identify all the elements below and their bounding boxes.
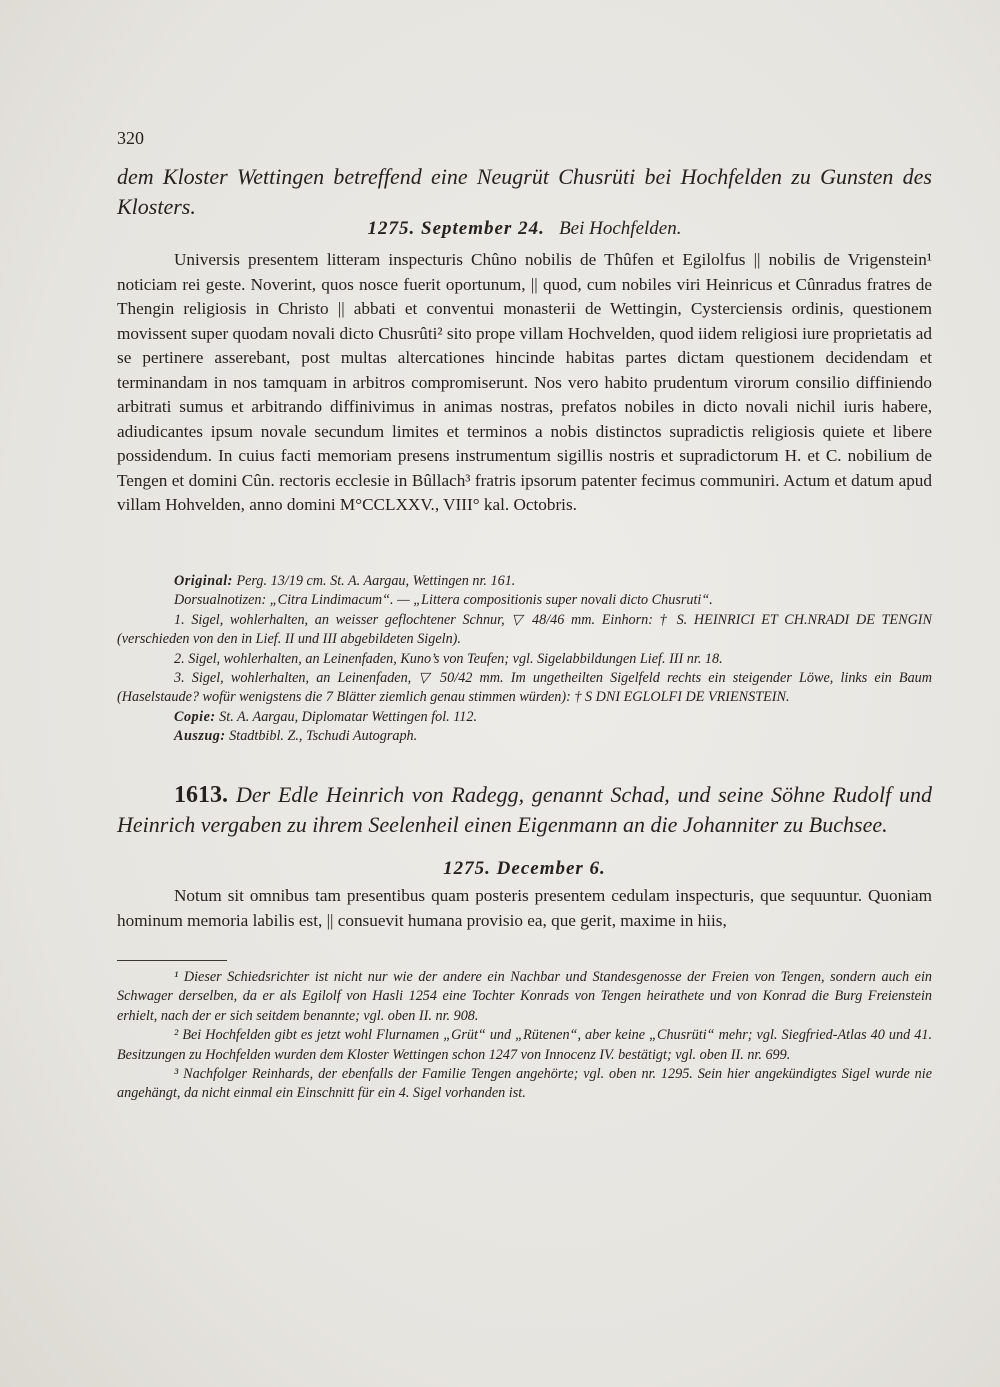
note-copie-label: Copie: xyxy=(174,708,216,725)
note-auszug xyxy=(117,727,932,746)
footnote-3: ³ Nachfolger Reinhards, der ebenfalls der Familie Tengen angehörte; vgl. oben nr. 1295. Sein hier angekündigtes Sigel wurde nie angehängt, da nicht einmal ein Einschnitt für ein 4. Sigel vorhanden ist. xyxy=(117,1066,932,1102)
note-seal-2: 2. Sigel, wohlerhalten, an Leinenfaden, Kuno’s von Teufen; vgl. Sigelabbildungen Lief. III nr. 18. xyxy=(174,650,723,667)
doc1-place: Bei Hochfelden. xyxy=(559,218,682,239)
note-copie-text: St. A. Aargau, Diplomatar Wettingen fol. 112. xyxy=(219,708,478,725)
doc2-number: 1613. xyxy=(174,782,228,808)
note-original-label: Original: xyxy=(174,573,233,589)
note-copie xyxy=(117,708,932,727)
doc2-date: 1275. December 6. xyxy=(443,858,606,879)
note-original xyxy=(117,572,932,591)
doc1-title: dem Kloster Wettingen betreffend eine Neugrüt Chusrüti bei Hochfelden zu Gunsten des Klosters. xyxy=(117,164,932,219)
doc2-title: Der Edle Heinrich von Radegg, genannt Schad, und seine Söhne Rudolf und Heinrich vergaben zu ihrem Seelenheil einen Eigenmann an die Johanniter zu Buchsee. xyxy=(117,782,932,837)
doc2-body xyxy=(117,884,932,933)
doc2-dateline xyxy=(117,858,932,880)
footnote-2: ² Bei Hochfelden gibt es jetzt wohl Flurnamen „Grüt“ und „Rütenen“, aber keine „Chusrüti“ mehr; vgl. Siegfried-Atlas 40 und 41. Besitzungen zu Hochfelden wurden dem Kloster Wettingen schon 1247 von Innocenz IV. bestätigt; vgl. oben II. nr. 699. xyxy=(117,1027,932,1063)
note-seal-3: 3. Sigel, wohlerhalten, an Leinenfaden, ▽ 50/42 mm. Im ungetheilten Sigelfeld rechts ein steigender Löwe, links ein Baum (Haselstaude? wofür wenigstens die 7 Blätter ziemlich genau stimmen würden): † S DNI EGLOLFI DE VRIENSTEIN. xyxy=(117,670,932,706)
doc1-dateline xyxy=(117,218,932,240)
doc1-body xyxy=(117,248,932,518)
note-seal-1: 1. Sigel, wohlerhalten, an weisser geflochtener Schnur, ▽ 48/46 mm. Einhorn: † S. HEINRICI ET CH.NRADI DE TENGIN (verschieden von den in Lief. II und III abgebildeten Sigeln). xyxy=(117,611,932,648)
note-auszug-label: Auszug: xyxy=(174,728,226,745)
doc2-heading xyxy=(117,780,932,840)
note-dorsual: Dorsualnotizen: „Citra Lindimacum“. — „Littera compositionis super novali dicto Chusruti“. xyxy=(174,592,713,609)
footnote-divider xyxy=(117,960,227,961)
doc1-notes xyxy=(117,572,932,747)
footnotes xyxy=(117,968,932,1104)
note-auszug-text: Stadtbibl. Z., Tschudi Autograph. xyxy=(229,728,418,745)
doc1-date: 1275. September 24. xyxy=(367,218,545,239)
page-number: 320 xyxy=(117,128,144,148)
note-original-text: Perg. 13/19 cm. St. A. Aargau, Wettingen nr. 161. xyxy=(236,573,516,589)
doc2-text: Notum sit omnibus tam presentibus quam posteris presentem cedulam inspecturis, que sequuntur. Quoniam hominum memoria labilis est, || consuevit humana provisio ea, que gerit, maxime in hiis, xyxy=(117,886,932,930)
doc1-text: Universis presentem litteram inspecturis Chûno nobilis de Thûfen et Egilolfus || nobilis de Vrigenstein¹ noticiam rei geste. Noverint, quos nosce fuerit oportunum, || quod, cum nobiles viri Heinricus et Cûnradus fratres de Thengin religiosis in Christo || abbati et conventui monasterii de Wettingin, Cysterciensis ordinis, questionem movissent super quodam novali dicto Chusrûti² sito prope villam Hochvelden, quod iidem religiosi iure proprietatis ad se pertinere asserebant, post multas altercationes hincinde habitas partes dictam questionem decidendam et terminandam in nos tamquam in arbitros compromiserunt. Nos vero habito prudentum virorum consilio diffiniendo arbitrati sumus et arbitrando diffinivimus in animas nostras, prefatos nobiles in dicto novali nichil iuris habere, adiudicantes ipsum novale secundum limites et terminos a nobis distinctos supradictis religiosis quiete et libere possidendum. In cuius facti memoriam presens instrumentum sigillis nostris et supradictorum H. et C. nobilium de Tengen et domini Cûn. rectoris ecclesie in Bûllach³ fratris ipsorum patenter fecimus communiri. Actum et datum apud villam Hohvelden, anno domini M°CCLXXV., VIII° kal. Octobris. xyxy=(117,250,932,514)
footnote-1: ¹ Dieser Schiedsrichter ist nicht nur wie der andere ein Nachbar und Standesgenosse der Freien von Tengen, sondern auch ein Schwager derselben, da er als Egilolf von Hasli 1254 eine Tochter Konrads von Tengen heirathete und von Konrad die Burg Freienstein erhielt, nach der er sich seitdem benannte; vgl. oben II. nr. 908. xyxy=(117,969,932,1024)
